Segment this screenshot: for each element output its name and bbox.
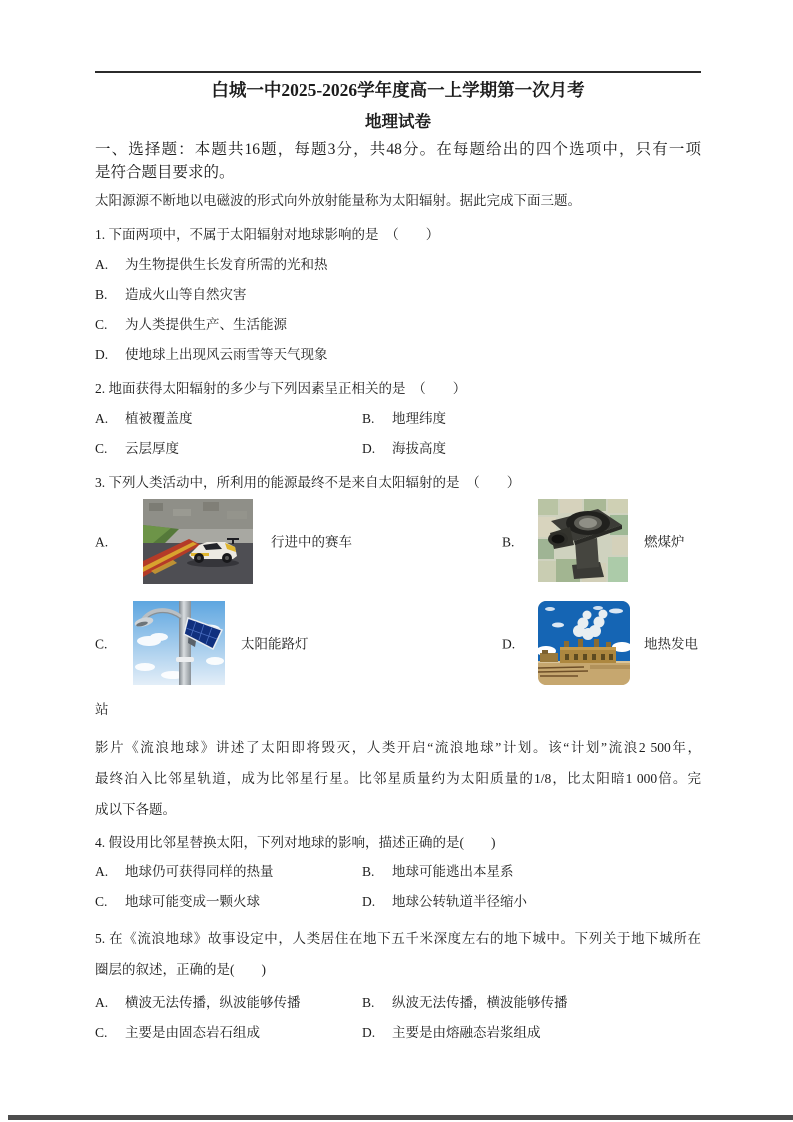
question-2-options-row-1 bbox=[95, 410, 701, 427]
page-content bbox=[95, 0, 701, 1041]
option-text: 地球公转轨道半径缩小 bbox=[392, 894, 527, 909]
option-letter: B. bbox=[95, 287, 108, 302]
question-4-option-a bbox=[95, 864, 274, 879]
option-letter: D. bbox=[362, 1025, 376, 1040]
question-4-option-c bbox=[95, 894, 260, 909]
coal-stove-image bbox=[538, 499, 628, 582]
stimulus-line-2: 最终泊入比邻星轨道，成为比邻星行星。比邻星质量约为太阳质量的1/8，比太阳暗1 000倍。完 bbox=[95, 771, 701, 786]
option-text: 纵波无法传播，横波能够传播 bbox=[392, 995, 568, 1010]
option-letter: A. bbox=[95, 534, 109, 549]
option-letter: D. bbox=[362, 441, 376, 456]
question-4-options-row-2 bbox=[95, 893, 701, 910]
option-caption: 行进中的赛车 bbox=[271, 534, 352, 549]
question-2-text: 2. 地面获得太阳辐射的多少与下列因素呈正相关的是 （ ） bbox=[95, 381, 467, 396]
option-letter: C. bbox=[95, 894, 108, 909]
option-text: 使地球上出现风云雨雪等天气现象 bbox=[125, 347, 328, 362]
stimulus-solar-radiation: 太阳源源不断地以电磁波的形式向外放射能量称为太阳辐射。据此完成下面三题。 bbox=[95, 193, 581, 208]
question-4-options-row-1 bbox=[95, 863, 701, 880]
question-2-option-d bbox=[362, 440, 446, 457]
caption-overflow-line: 站 bbox=[95, 702, 109, 717]
question-2-option-a bbox=[95, 411, 193, 426]
question-5-option-d bbox=[362, 1024, 541, 1041]
geothermal-power-plant-image bbox=[538, 601, 630, 685]
option-letter: B. bbox=[362, 995, 375, 1010]
question-4-text: 4. 假设用比邻星替换太阳，下列对地球的影响，描述正确的是( ) bbox=[95, 835, 496, 850]
page-subtitle: 地理试卷 bbox=[365, 112, 431, 131]
section-intro bbox=[95, 138, 701, 184]
stimulus-line-3: 成以下各题。 bbox=[95, 802, 176, 817]
page-bottom-bar bbox=[8, 1115, 793, 1120]
stimulus-line-1: 影片《流浪地球》讲述了太阳即将毁灭，人类开启“流浪地球”计划。该“计划”流浪2 500年， bbox=[95, 740, 701, 755]
question-3-text: 3. 下列人类活动中，所利用的能源最终不是来自太阳辐射的是 （ ） bbox=[95, 475, 521, 490]
coal-stove-image bbox=[538, 499, 628, 582]
question-1-option-d bbox=[95, 346, 701, 363]
question-1-option-a bbox=[95, 256, 701, 273]
option-text: 造成火山等自然灾害 bbox=[125, 287, 247, 302]
option-letter: B. bbox=[502, 534, 515, 549]
question-1-option-c bbox=[95, 316, 701, 333]
header-rule bbox=[95, 71, 701, 73]
option-text: 云层厚度 bbox=[125, 441, 179, 456]
option-letter: C. bbox=[95, 317, 108, 332]
option-text: 地球可能变成一颗火球 bbox=[125, 894, 260, 909]
option-letter: A. bbox=[95, 257, 109, 272]
racing-car-image bbox=[143, 499, 253, 584]
option-text: 植被覆盖度 bbox=[125, 411, 193, 426]
option-caption: 燃煤炉 bbox=[644, 534, 685, 549]
option-caption: 地热发电 bbox=[644, 636, 698, 651]
geothermal-power-plant-image bbox=[538, 601, 630, 685]
question-5-line-2: 圈层的叙述，正确的是( ) bbox=[95, 962, 266, 977]
page-title: 白城一中2025-2026学年度高一上学期第一次月考 bbox=[211, 80, 585, 100]
option-text: 地理纬度 bbox=[392, 411, 446, 426]
option-text: 横波无法传播，纵波能够传播 bbox=[125, 995, 301, 1010]
question-5-text bbox=[95, 923, 701, 985]
question-4-option-b bbox=[362, 863, 514, 880]
solar-street-light-image bbox=[133, 601, 225, 685]
option-text: 海拔高度 bbox=[392, 441, 446, 456]
option-letter: B. bbox=[362, 411, 375, 426]
option-letter: A. bbox=[95, 411, 109, 426]
option-letter: D. bbox=[502, 636, 516, 651]
solar-street-light-image bbox=[133, 601, 225, 685]
question-2-option-c bbox=[95, 441, 179, 456]
option-text: 地球仍可获得同样的热量 bbox=[125, 864, 274, 879]
question-1-text: 1. 下面两项中，不属于太阳辐射对地球影响的是 （ ） bbox=[95, 227, 440, 242]
question-4-option-d bbox=[362, 893, 527, 910]
option-text: 地球可能逃出本星系 bbox=[392, 864, 514, 879]
option-text: 主要是由固态岩石组成 bbox=[125, 1025, 260, 1040]
question-3-options-row-2 bbox=[95, 601, 701, 686]
question-2-options-row-2 bbox=[95, 440, 701, 457]
section-intro-line-2: 是符合题目要求的。 bbox=[95, 164, 235, 181]
question-2-option-b bbox=[362, 410, 446, 427]
option-text: 为人类提供生产、生活能源 bbox=[125, 317, 287, 332]
question-5-option-c bbox=[95, 1025, 260, 1040]
option-letter: C. bbox=[95, 636, 108, 651]
stimulus-wandering-earth bbox=[95, 732, 701, 825]
question-1-option-b bbox=[95, 286, 701, 303]
option-text: 为生物提供生长发育所需的光和热 bbox=[125, 257, 328, 272]
option-letter: C. bbox=[95, 1025, 108, 1040]
option-letter: B. bbox=[362, 864, 375, 879]
question-5-options-row-2 bbox=[95, 1024, 701, 1041]
option-letter: A. bbox=[95, 995, 109, 1010]
section-intro-line-1: 一、选择题：本题共16题，每题3分，共48分。在每题给出的四个选项中，只有一项 bbox=[95, 141, 701, 158]
option-letter: C. bbox=[95, 441, 108, 456]
racing-car-image bbox=[143, 499, 253, 584]
question-5-option-a bbox=[95, 995, 301, 1010]
option-letter: D. bbox=[362, 894, 376, 909]
question-5-line-1: 5. 在《流浪地球》故事设定中，人类居住在地下五千米深度左右的地下城中。下列关于地下城所在 bbox=[95, 931, 701, 946]
question-3-options-row-1 bbox=[95, 499, 701, 584]
option-letter: D. bbox=[95, 347, 109, 362]
question-5-options-row-1 bbox=[95, 994, 701, 1011]
option-caption: 太阳能路灯 bbox=[241, 636, 309, 651]
question-5-option-b bbox=[362, 994, 568, 1011]
option-letter: A. bbox=[95, 864, 109, 879]
option-text: 主要是由熔融态岩浆组成 bbox=[392, 1025, 541, 1040]
